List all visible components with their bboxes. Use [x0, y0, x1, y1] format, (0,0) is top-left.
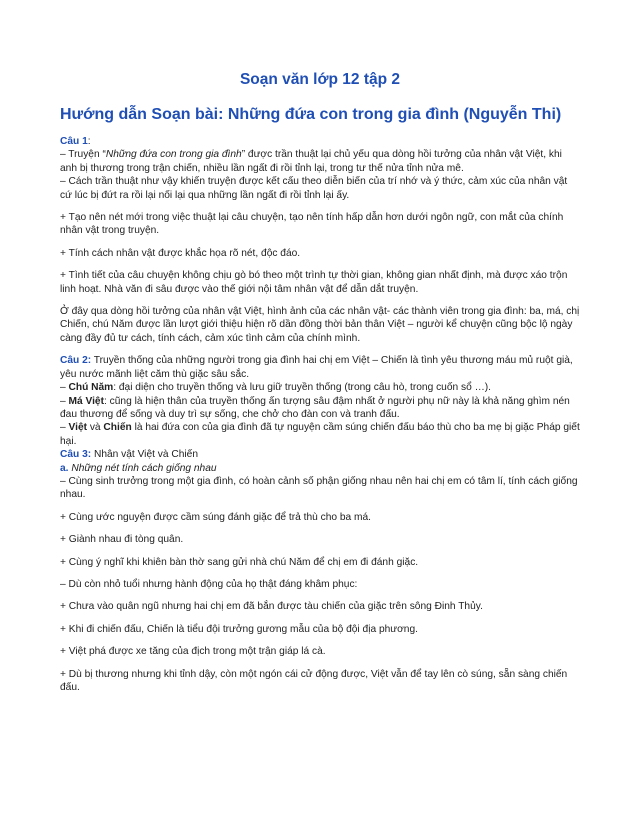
- chu-nam-name: Chú Năm: [68, 382, 114, 394]
- cau2-intro: [60, 354, 580, 381]
- cau3-intro-text: Nhân vật Việt và Chiến: [91, 449, 198, 461]
- cau1-colon: :: [87, 136, 91, 147]
- cau3-item: – Cùng sinh trưởng trong một gia đình, có hoàn cảnh số phận giống nhau nên hai chị em có tâm lí, tính cách giống nhau.: [60, 475, 578, 501]
- chu-nam-text: : đại diện cho truyền thống và lưu giữ truyền thống (trong câu hò, trong cuốn sổ …).: [113, 382, 492, 394]
- cau1-l1c: ” được trần thuật lại chủ yếu qua dòng hồi tưởng của nhân vật Việt, khi anh bị thương trong trận chiến, nhiều lần ngất đi rồi tỉnh lại, trong tư thế nửa tỉnh nửa mê.: [60, 149, 562, 174]
- document-page: [60, 70, 580, 694]
- cau3-a-label: a.: [60, 462, 69, 474]
- and-text: và: [87, 422, 104, 434]
- cau3-item: + Khi đi chiến đấu, Chiến là tiểu đội trưởng gương mẫu của bộ đội địa phương.: [60, 623, 418, 635]
- cau3-item: + Cùng ý nghĩ khi khiên bàn thờ sang gửi nhà chú Năm để chị em đi đánh giặc.: [60, 556, 419, 568]
- cau3-intro: [60, 448, 580, 461]
- viet-chien-text: là hai đứa con của gia đình đã tự nguyện cầm súng chiến đấu báo thù cho ba mẹ bị giặc Pháp giết hại.: [60, 422, 580, 447]
- cau1-paragraph-4: + Tính cách nhân vật được khắc họa rõ nét, độc đáo.: [60, 247, 301, 259]
- cau3-item: + Giành nhau đi tòng quân.: [60, 534, 184, 546]
- cau2-label: Câu 2:: [60, 355, 92, 367]
- cau3-item: + Việt phá được xe tăng của địch trong một trận giáp lá cà.: [60, 646, 326, 658]
- cau1-paragraph-1: [60, 148, 580, 175]
- viet-name: Việt: [68, 422, 87, 434]
- cau1-paragraph-5: + Tình tiết của câu chuyện không chịu gò bó theo một trình tự thời gian, không gian nhất định, mà được xáo trộn linh hoạt. Nhà văn đi sâu được vào thế giới nội tâm nhân vật để dẫn dắt truyện.: [60, 270, 568, 295]
- cau1-label-line: [60, 135, 580, 148]
- cau3-item: + Cùng ước nguyện được cầm súng đánh giặc để trả thù cho ba má.: [60, 511, 372, 523]
- cau1-paragraph-6: Ở đây qua dòng hồi tưởng của nhân vật Việt, hình ảnh của các nhân vật- các thành viên trong gia đình: ba, má, chị Chiến, chú Năm được lần lượt giới thiệu hiện rõ dần đồng thời bản thân Việt – người kể chuyện cũng bộc lộ ngày càng đầy đủ tư cách, tính cách, cảm xúc tình cảm của chính mình.: [60, 306, 580, 344]
- cau1-paragraph-2: – Cách trần thuật như vậy khiến truyện được kết cấu theo diễn biến của trí nhớ và ý thức, cảm xúc của nhân vật cứ lúc bị đứt ra rồi lại nối lại qua những lần ngất đi rồi tỉnh lại ấy.: [60, 176, 568, 201]
- cau1-l1a: – Truyện “: [60, 149, 106, 161]
- cau3-item: + Chưa vào quân ngũ nhưng hai chị em đã bắn được tàu chiến của giặc trên sông Đinh Thủy.: [60, 601, 483, 613]
- cau3-a-text: Những nét tính cách giống nhau: [68, 462, 217, 474]
- cau2-ma-viet: [60, 395, 580, 422]
- chien-name: Chiến: [103, 422, 132, 434]
- cau3-subheading-a: [60, 462, 580, 475]
- ma-viet-text: : cũng là hiện thân của truyền thống ấn tượng sâu đậm nhất ở người phụ nữ này là khả năng ghìm nén đau thương để sống và duy trì sự sống, che chở cho đàn con và tranh đấu.: [60, 395, 570, 420]
- cau1-story-title: Những đứa con trong gia đình: [105, 149, 242, 161]
- cau3-item: – Dù còn nhỏ tuổi nhưng hành động của họ thật đáng khâm phục:: [60, 578, 358, 590]
- dash: –: [60, 382, 69, 394]
- cau2-viet-chien: [60, 421, 580, 448]
- cau1-paragraph-3: + Tạo nên nét mới trong việc thuật lại câu chuyện, tạo nên tính hấp dẫn hơn dưới ngôn ngữ, con mắt của chính nhân vật trong truyện.: [60, 212, 564, 237]
- dash: –: [60, 422, 69, 434]
- cau3-item: + Dù bị thương nhưng khi tỉnh dậy, còn một ngón cái cử động được, Việt vẫn để tay lên cò súng, sẵn sàng chiến đấu.: [60, 668, 568, 693]
- lesson-heading: Hướng dẫn Soạn bài: Những đứa con trong gia đình (Nguyễn Thi): [60, 106, 562, 123]
- cau2-intro-text: Truyền thống của những người trong gia đình hai chị em Việt – Chiến là tình yêu thương máu mủ ruột già, yêu nước mãnh liệt căm thù giặc sâu sắc.: [60, 355, 573, 380]
- ma-viet-name: Má Việt: [68, 395, 104, 407]
- dash: –: [60, 395, 69, 407]
- cau2-chu-nam: [60, 381, 580, 394]
- cau3-label: Câu 3:: [60, 449, 92, 461]
- document-title: Soạn văn lớp 12 tập 2: [239, 71, 401, 88]
- cau1-label: Câu 1: [60, 136, 88, 147]
